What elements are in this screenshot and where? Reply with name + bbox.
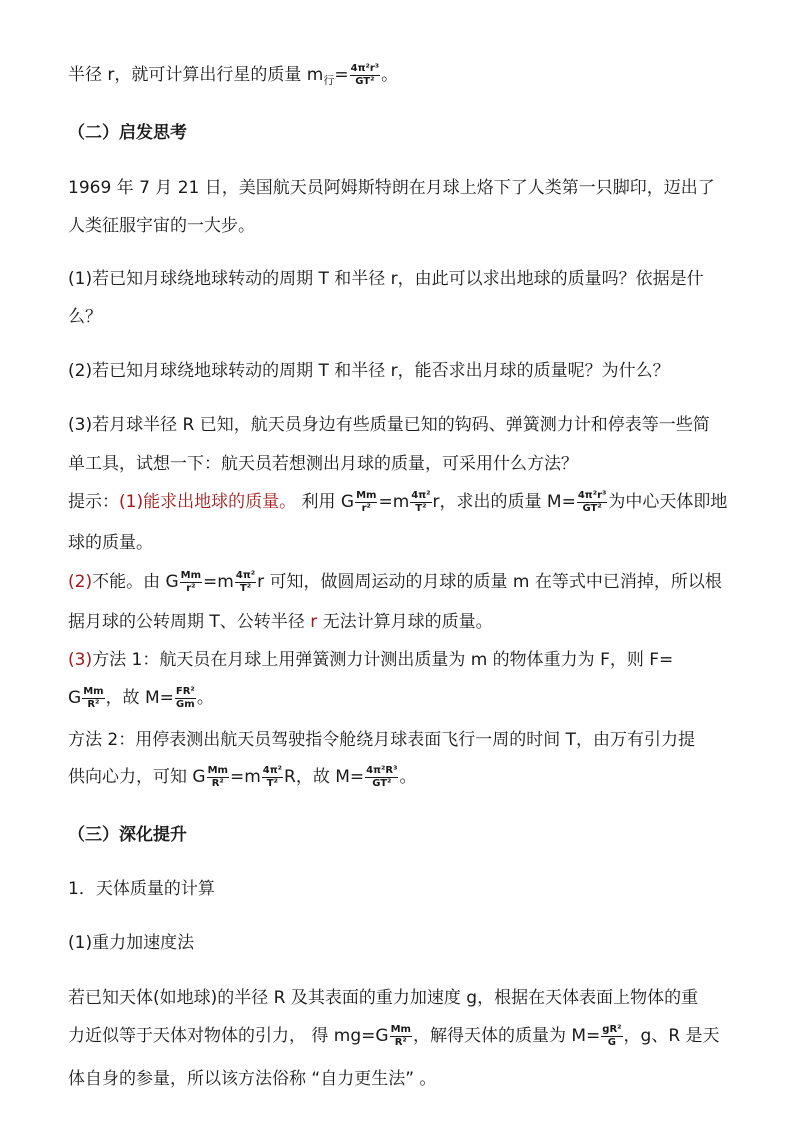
intro-subscript: 行 <box>323 74 335 87</box>
gravity-line-2: 力近似等于天体对物体的引力， 得 mg=G $\frac{Mm}{\text{R²}}$ ，解得天体的质量为 M= $\frac{\text{gR²}}{G}$ ，g、R 是天 <box>68 1023 720 1048</box>
fraction: $\frac{\text{4π²}}{\text{T²}}$ <box>411 489 431 514</box>
fraction: $\frac{\text{gR²}}{G}$ <box>602 1023 622 1048</box>
hint-1-line-2: 球的质量。 <box>68 533 153 553</box>
question-3-line-1: (3)若月球半径 R 已知，航天员身边有些质量已知的钩码、弹簧测力计和停表等一些简 <box>68 415 710 435</box>
fraction: $\frac{\text{FR²}}{Gm}$ <box>175 685 195 710</box>
fraction: $\frac{\text{4π²}}{\text{T²}}$ <box>235 569 256 594</box>
story-line-1: 1969 年 7 月 21 日，美国航天员阿姆斯特朗在月球上烙下了人类第一只脚印，迈出了 <box>68 178 715 198</box>
fraction: $\frac{Mm}{\text{r²}}$ <box>180 569 202 594</box>
question-2: (2)若已知月球绕地球转动的周期 T 和半径 r，能否求出月球的质量呢？为什么？ <box>68 361 670 381</box>
question-1-line-1: (1)若已知月球绕地球转动的周期 T 和半径 r，由此可以求出地球的质量吗？依据是什 <box>68 269 704 289</box>
hint-2-line-1: (2)不能。由 G $\frac{Mm}{\text{r²}}$ =m $\frac{\text{4π²}}{\text{T²}}$ r 可知，做圆周运动的月球的质量 m 在等式中已消掉，所以根 <box>68 569 722 594</box>
intro-equals: = <box>334 65 349 85</box>
fraction: $\frac{\text{4π²}}{\text{T²}}$ <box>262 764 283 789</box>
fraction: $\frac{Mm}{\text{R²}}$ <box>207 764 228 789</box>
gravity-line-1: 若已知天体(如地球)的半径 R 及其表面的重力加速度 g，根据在天体表面上物体的重 <box>68 988 699 1008</box>
fraction: $\frac{\text{4π²r³}}{\text{GT²}}$ <box>577 489 607 514</box>
intro-fraction: $\frac{\text{4π²r³}}{\text{GT²}}$ <box>350 62 380 87</box>
hint-3-line-2: G $\frac{Mm}{\text{R²}}$ ，故 M= $\frac{\text{FR²}}{Gm}$ 。 <box>68 685 214 710</box>
question-1-line-2: 么？ <box>68 307 102 327</box>
intro-line: 半径 r，就可计算出行星的质量 $m_行=$ $\frac{\text{4π²r³}}{\text{GT²}}$ 。 <box>68 62 399 87</box>
method-2-line-2: 供向心力，可知 G $\frac{Mm}{\text{R²}}$ =m $\frac{\text{4π²}}{\text{T²}}$ R，故 M= $\frac{\text{4π²R³}}{\text{GT²}}$ 。 <box>68 764 417 789</box>
method-2-line-1: 方法 2：用停表测出航天员驾驶指令舱绕月球表面飞行一周的时间 T，由万有引力提 <box>68 730 696 750</box>
hint-3-line-1: (3)方法 1：航天员在月球上用弹簧测力计测出质量为 m 的物体重力为 F，则 F= <box>68 650 674 670</box>
hint-2-line-2: 据月球的公转周期 T、公转半径 r 无法计算月球的质量。 <box>68 612 493 632</box>
hint-1-line-1: 提示：(1)能求出地球的质量。 利用 G $\frac{Mm}{\text{r²}}$ =m $\frac{\text{4π²}}{\text{T²}}$ r，求出的质量 M= $\frac{\text{4π²r³}}{\text{GT²}}$ 为中心天体即地 <box>68 489 728 514</box>
story-line-2: 人类征服宇宙的一大步。 <box>68 216 255 236</box>
subsection-title-1: 1．天体质量的计算 <box>68 879 215 899</box>
fraction: $\frac{\text{4π²R³}}{\text{GT²}}$ <box>366 764 398 789</box>
subsection-title-1a: (1)重力加速度法 <box>68 933 195 953</box>
section-heading-2: （二）启发思考 <box>68 123 187 143</box>
intro-text: 半径 r，就可计算出行星的质量 m <box>68 65 324 85</box>
fraction: $\frac{Mm}{\text{r²}}$ <box>356 489 377 514</box>
section-heading-3: （三）深化提升 <box>68 825 187 845</box>
gravity-line-3: 体自身的参量，所以该方法俗称 “自力更生法” 。 <box>68 1069 437 1089</box>
fraction: $\frac{Mm}{\text{R²}}$ <box>83 685 104 710</box>
fraction: $\frac{Mm}{\text{R²}}$ <box>390 1023 411 1048</box>
question-3-line-2: 单工具，试想一下：航天员若想测出月球的质量，可采用什么方法？ <box>68 454 578 474</box>
